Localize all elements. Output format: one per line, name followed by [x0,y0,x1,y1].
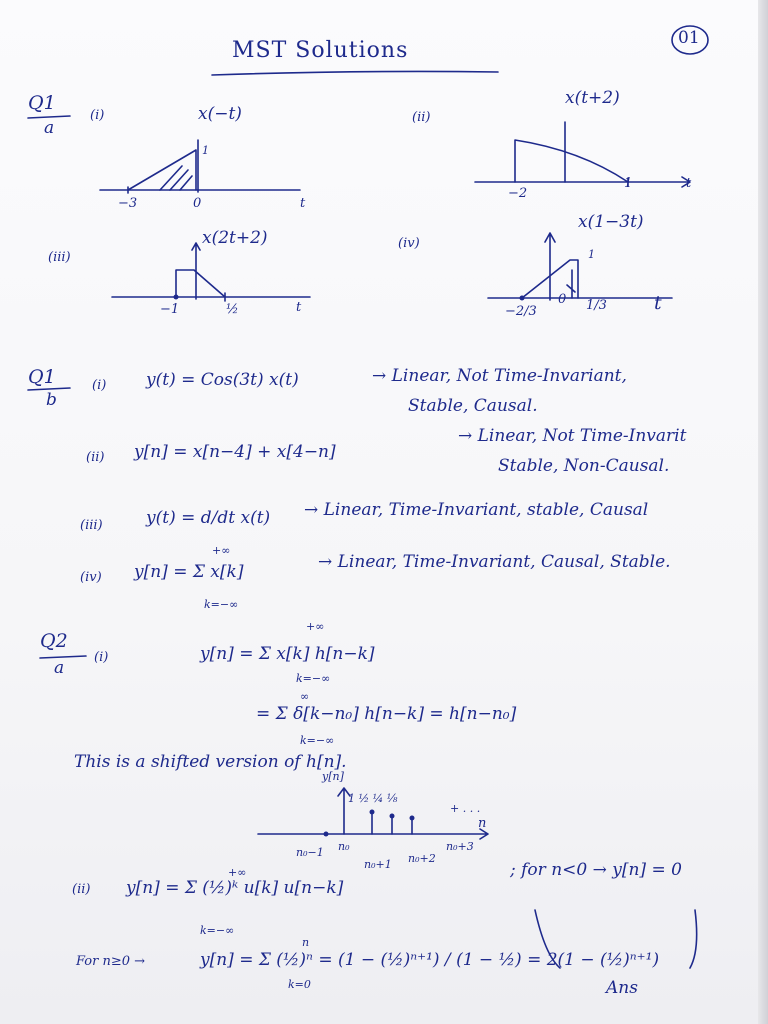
q1a-iv-tick-2: 1/3 [586,298,607,313]
q1b-sub: b [46,390,57,410]
q1a-iii-axis: t [296,300,302,315]
q1a-ii-tick-1: 1 [624,176,633,191]
q1b-iv-sum-bottom: k=−∞ [204,598,239,611]
page-title: MST Solutions [232,38,409,63]
q2a-num: (i) [94,650,109,665]
plot-iii-signal [176,270,225,297]
q2b-line2: y[n] = Σ (½)ⁿ = (1 − (½)ⁿ⁺¹) / (1 − ½) = 2(1 − (½)ⁿ⁺¹) [200,950,660,970]
q1b-iv-num: (iv) [80,570,102,585]
q2a-line1-bottom: k=−∞ [296,672,331,685]
q1a-iii-tick-0: −1 [160,302,180,317]
q1a-iv-fn: x(1−3t) [578,212,644,232]
q2a-line1-top: +∞ [306,620,325,633]
q2b-line1-bottom: k=−∞ [200,924,235,937]
stem-dots: + . . . [450,802,481,815]
q1a-i-fn: x(−t) [198,104,242,124]
q1b-i-answer-2: Stable, Causal. [408,396,538,416]
plot-iii-dot [174,295,179,300]
q1b-i-num: (i) [92,378,107,393]
q1a-iv-tick-0: −2/3 [505,304,537,319]
stem-dot-1 [370,810,375,815]
q1a-iv-num: (iv) [398,236,420,251]
plot-iv-vaxis [545,233,555,300]
q1b-i-eq: y(t) = Cos(3t) x(t) [146,370,299,390]
plot-ii-signal [515,140,628,182]
stem-dot-0 [324,832,329,837]
q2b-line1: y[n] = Σ (½)ᵏ u[k] u[n−k] [126,878,344,898]
plot-iii [112,243,310,301]
stem-label: y[n] [322,770,344,783]
q1a-i-tick-1: 0 [193,196,202,211]
stem-tick-4: n₀+3 [446,840,474,853]
q2a-label: Q2 [40,630,68,652]
q1a-ii-fn: x(t+2) [565,88,620,108]
q1b-i-answer: → Linear, Not Time-Invariant, [372,366,627,386]
q1a-label: Q1 [28,92,56,114]
stem-tick-2: n₀+1 [364,858,392,871]
q1a-i-amp: 1 [202,144,209,157]
stem-tick-3: n₀+2 [408,852,436,865]
q1b-label: Q1 [28,366,56,388]
q2a-line2-top: ∞ [300,690,310,703]
stem-tick-0: n₀−1 [296,846,324,859]
page-number: 01 [678,28,700,48]
plot-iv [488,233,672,301]
q1a-i-num: (i) [90,108,105,123]
q1a-sub: a [44,118,55,138]
answer-label: Ans [606,978,638,998]
q2a-line2-bottom: k=−∞ [300,734,335,747]
q1b-iii-eq: y(t) = d/dt x(t) [146,508,271,528]
plot-i [100,140,300,193]
q1b-ii-answer: → Linear, Not Time-Invarit [458,426,687,446]
q1b-iv-answer: → Linear, Time-Invariant, Causal, Stable. [318,552,671,572]
q2a-note: This is a shifted version of h[n]. [74,752,347,772]
q2b-line2-bottom: k=0 [288,978,311,991]
q1a-iv-amp: 1 [588,248,595,261]
q1a-iii-fn: x(2t+2) [202,228,268,248]
q1a-ii-axis: t [686,176,692,191]
stem-dot-3 [410,816,415,821]
q1a-ii-tick-0: −2 [508,186,528,201]
paper-edge [758,0,768,1024]
q1a-iv-axis: t [654,292,662,314]
q2b-num: (ii) [72,882,91,897]
title-underline [212,71,498,75]
stem-axis-label: n [478,816,487,831]
plot-i-hatch [160,166,192,190]
q1b-iv-eq: y[n] = Σ x[k] [134,562,244,582]
stem-dot-2 [390,814,395,819]
plot-iv-hatch [567,270,575,298]
q1a-iii-num: (iii) [48,250,71,265]
q2a-line1: y[n] = Σ x[k] h[n−k] [200,644,375,664]
q1a-i-tick-0: −3 [118,196,138,211]
q1a-iv-tick-1: 0 [558,292,567,307]
q1b-ii-num: (ii) [86,450,105,465]
q1a-iii-tick-1: ½ [226,302,239,317]
q2b-line2-top: n [302,936,310,949]
q1b-iii-answer: → Linear, Time-Invariant, stable, Causal [304,500,649,520]
stem-values: 1 ½ ¼ ⅛ [348,792,398,805]
q1a-i-axis: t [300,196,306,211]
q1b-ii-eq: y[n] = x[n−4] + x[4−n] [134,442,336,462]
q2b-line2-prefix: For n≥0 → [76,954,146,969]
plot-iv-dot [520,296,525,301]
q2a-sub: a [54,658,65,678]
q1b-iii-num: (iii) [80,518,103,533]
q1b-ii-answer-2: Stable, Non-Causal. [498,456,670,476]
q2b-line1-top: +∞ [228,866,247,879]
q2a-line2: = Σ δ[k−n₀] h[n−k] = h[n−n₀] [256,704,517,724]
stem-axis [258,829,488,839]
q1a-ii-num: (ii) [412,110,431,125]
stem-tick-1: n₀ [338,840,350,853]
q2b-cond: ; for n<0 → y[n] = 0 [510,860,682,880]
q1b-iv-sum-top: +∞ [212,544,231,557]
plot-ii [475,122,690,187]
